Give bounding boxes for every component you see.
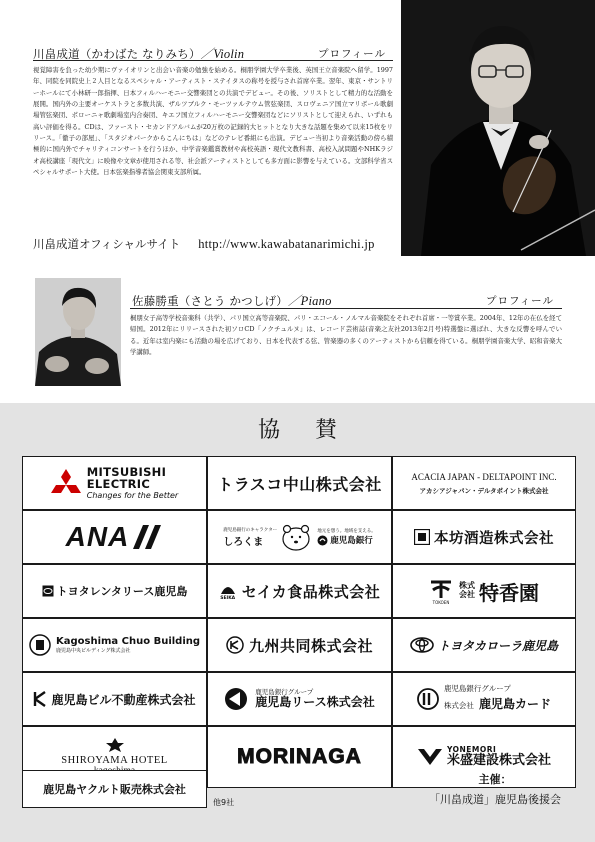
sponsor-grid	[22, 456, 576, 788]
sponsor-kyushu-kyodo	[207, 618, 392, 672]
pianist-divider	[130, 308, 562, 309]
ana-logo: ANA	[65, 521, 130, 552]
honbo-mark-icon	[414, 529, 430, 545]
kagoshima-bldg-logo: 鹿児島ビル不動産株式会社	[51, 692, 196, 707]
pianist-name	[132, 291, 332, 309]
violinist-divider	[33, 60, 393, 61]
sponsor-kagoshima-bank	[207, 510, 392, 564]
tokoen-kabu: 株式	[459, 581, 475, 591]
sponsor-trusco	[207, 456, 392, 510]
card-prefix: 株式会社	[443, 701, 474, 711]
yakult-logo: 鹿児島ヤクルト販売株式会社	[43, 783, 186, 796]
sponsor-kagoshima-bldg	[22, 672, 207, 726]
toyota-rent-logo: トヨタレンタリース鹿児島	[56, 585, 188, 598]
lease-group: 鹿児島銀行グループ	[255, 687, 314, 696]
official-site	[33, 236, 375, 252]
pianist-profile-label: プロフィール	[486, 295, 554, 307]
shiroyama-en: SHIROYAMA HOTEL	[61, 755, 168, 766]
sponsor-toyota-corolla	[392, 618, 576, 672]
card-group: 鹿児島銀行グループ	[443, 684, 511, 694]
violinist-profile-label: プロフィール	[318, 48, 386, 60]
sponsor-kagoshima-lease	[207, 672, 392, 726]
sponsor-honbo	[392, 510, 576, 564]
sponsor-mitsubishi	[22, 456, 207, 510]
honbo-logo: 本坊酒造株式会社	[434, 530, 554, 547]
seika-mark-text: SEIKA	[220, 595, 236, 601]
ana-stripes-icon	[133, 525, 163, 549]
yonemori-logo: 米盛建設株式会社	[446, 752, 551, 768]
violinist-photo	[401, 0, 595, 256]
pianist-bio: 桐朋女子高等学校音楽科（共学）、パリ国立高等音楽院、パリ・エコール・ノルマル音楽院をそれぞれ首席・一等賞卒業。2004年、12年の在仏を経て帰国。2012年にリリースされた初ソロCD「ノクチュルヌ」は、レコード芸術誌(音楽之友社2013年2月号)特選盤に選ばれ、大きな反響を呼んでいる。近年は室内楽にも活動の場を広げており、日本を代表する弦、管楽器の多くのアーティストから信頼を得ている。桐朋学園音楽大学、昭和音楽大学講師。	[130, 314, 562, 357]
sponsor-acacia	[392, 456, 576, 510]
card-mark-icon	[417, 688, 439, 710]
kagoshima-bldg-mark-icon	[33, 691, 47, 707]
violinist-bio: 視覚障害を負った幼少期にヴァイオリンと出会い音楽の勉強を始める。桐朋学園大学卒業後、英国王立音楽院へ留学。1997年、同院を同院史上２人目となるスペシャル・アーティスト・ステイタスの称号を授与され首席卒業。翌年、東京・サントリーホールにて小林研一郎指揮、日本フィルハーモニー交響楽団との共演でデビュー。その後、ソリストとして精力的な活動を展開。国内外の主要オーケストラと多数共演、ザルツブルク・モーツァルテウム管弦楽団、スロヴェニア国立マリボール歌劇場管弦楽団、ボローニャ歌劇場室内合奏団、キエフ国立フィルハーモニー交響楽団などにソリストとして迎えられ、いずれも高い評価を得る。CDは、ファースト・セカンドアルバムが20万枚の記録的大ヒットとなり大きな話題を集めて以来15枚をリリース。「徹子の部屋」、「スタジオパークからこんにちは」などのテレビ番組にも出演。デビュー当初より音楽活動の傍ら積極的に国内外でチャリティコンサートを行うほか、中学音楽鑑賞教材や高校英語・現代文教科書、高校入試問題やNHKラジオ高校講座「現代文」に映像や文章が使用される等、社会派アーティストとしても多方面に影響を与えている。文部科学省スペシャルサポート大使。日本弦楽指導者協会関東支部所属。	[33, 66, 393, 177]
seika-mark-icon	[219, 582, 237, 596]
yonemori-en: YONEMORI	[446, 744, 497, 754]
sponsor-etc: 他9社	[213, 798, 235, 807]
shirokuma-name: しろくま	[223, 536, 264, 548]
kyushu-kyodo-mark-icon	[226, 636, 244, 654]
acacia-en: ACACIA JAPAN - DELTAPOINT INC.	[411, 471, 557, 482]
kagoshima-bank-name: 鹿児島銀行	[330, 536, 373, 546]
sponsor-morinaga	[207, 726, 392, 788]
trusco-logo: トラスコ中山株式会社	[217, 474, 382, 494]
shiroyama-crest-icon	[106, 738, 124, 752]
tokoen-en: TOKOEN	[432, 599, 450, 605]
yonemori-mark-icon	[417, 747, 443, 767]
lease-mark-icon	[224, 687, 250, 711]
shirokuma-caption: 鹿児島銀行のキャラクター	[223, 527, 278, 533]
tokoen-logo: 特香園	[479, 580, 539, 605]
official-site-url[interactable]: http://www.kawabatanarimichi.jp	[198, 237, 375, 251]
sponsor-yakult	[22, 770, 207, 808]
tokoen-mark-icon	[429, 578, 453, 600]
kagoshima-bank-caption: 地元を想う。地域を支える。	[317, 529, 376, 534]
acacia-jp: アカシアジャパン・デルタポイント株式会社	[419, 486, 549, 495]
seika-logo: セイカ食品株式会社	[241, 582, 381, 601]
mitsubishi-tagline: Changes for the Better	[86, 490, 179, 500]
sponsor-ana	[22, 510, 207, 564]
bank-logo-icon	[317, 535, 328, 546]
sponsor-toyota-rent	[22, 564, 207, 618]
bear-icon	[281, 523, 311, 551]
pianist-role: ／Piano	[287, 294, 332, 308]
violinist-name-text: 川畠成道（かわばた なりみち）	[33, 47, 201, 61]
mitsubishi-diamonds-icon	[51, 469, 81, 497]
chuo-building-en: Kagoshima Chuo Building	[55, 636, 201, 647]
sponsor-tokoen	[392, 564, 576, 618]
sponsor-chuo-building	[22, 618, 207, 672]
sponsor-kagoshima-card	[392, 672, 576, 726]
pianist-name-text: 佐藤勝重（さとう かつしげ）	[132, 294, 288, 308]
chuo-building-emblem-icon	[29, 634, 51, 656]
violinist-role: ／Violin	[200, 47, 245, 61]
toyota-rent-mark-icon	[42, 585, 54, 597]
toyota-emblem-icon	[410, 637, 434, 653]
host-name: 「川畠成道」鹿児島後援会	[429, 793, 561, 806]
kyushu-kyodo-logo: 九州共同株式会社	[248, 636, 373, 655]
sponsor-title: 協 賛	[258, 418, 351, 443]
sponsor-seika	[207, 564, 392, 618]
chuo-building-jp: 鹿児島中央ビルディング株式会社	[55, 648, 131, 654]
lease-logo: 鹿児島リース株式会社	[255, 694, 375, 709]
host	[420, 771, 570, 811]
tokoen-kaisha: 会社	[459, 590, 475, 599]
toyota-corolla-logo: トヨタカローラ鹿児島	[437, 638, 558, 653]
pianist-photo	[35, 278, 121, 386]
card-logo: 鹿児島カード	[479, 697, 552, 712]
morinaga-logo: MORINAGA	[237, 745, 362, 768]
mitsubishi-sub: ELECTRIC	[86, 476, 151, 491]
host-label: 主催：	[478, 773, 512, 786]
official-site-label: 川畠成道オフィシャルサイト	[33, 237, 181, 251]
mitsubishi-name: MITSUBISHI	[86, 464, 167, 479]
